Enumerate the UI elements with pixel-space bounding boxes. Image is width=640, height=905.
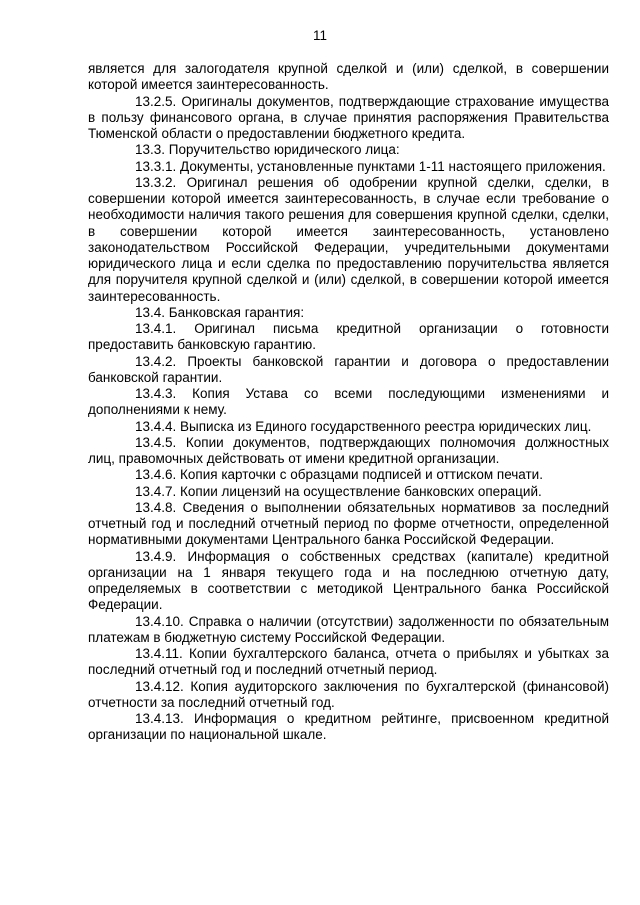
paragraph: 13.3.2. Оригинал решения об одобрении крупной сделки, сделки, в совершении которой имеется заинтересованность, в случае если требование о необходимости наличия такого решения для совершения крупной сделки, сделки, в совершении которой имеется заинтересованность, установлено законодательством Российской Федерации, учредительными документами юридического лица и если сделка по предоставлению поручительства является для поручителя крупной сделкой и (или) сделкой, в совершении которой имеется заинтересованность. bbox=[88, 174, 609, 304]
paragraph: 13.3.1. Документы, установленные пунктами 1-11 настоящего приложения. bbox=[135, 158, 606, 174]
paragraph: 13.4.7. Копии лицензий на осуществление банковских операций. bbox=[135, 483, 542, 499]
paragraph: 13.4.2. Проекты банковской гарантии и договора о предоставлении банковской гарантии. bbox=[88, 353, 609, 385]
paragraph: 13.4.11. Копии бухгалтерского баланса, отчета о прибылях и убытках за последний отчетный год и последний отчетный период. bbox=[88, 646, 609, 678]
paragraph: 13.4. Банковская гарантия: bbox=[135, 304, 305, 320]
paragraph: 13.2.5. Оригиналы документов, подтверждающие страхование имущества в пользу финансового органа, в случае принятия распоряжения Правительства Тюменской области о предоставлении бюджетного кредита. bbox=[88, 93, 609, 141]
paragraph: 13.4.3. Копия Устава со всеми последующими изменениями и дополнениями к нему. bbox=[88, 386, 609, 418]
paragraph: 13.4.9. Информация о собственных средствах (капитале) кредитной организации на 1 января текущего года и на последнюю отчетную дату, определяемых в соответствии с методикой Центрального банка Российской Федерации. bbox=[88, 548, 609, 613]
paragraph: 13.4.4. Выписка из Единого государственного реестра юридических лиц. bbox=[135, 418, 592, 434]
document-body bbox=[88, 61, 609, 744]
paragraph: 13.4.10. Справка о наличии (отсутствии) задолженности по обязательным платежам в бюджетную систему Российской Федерации. bbox=[88, 613, 609, 645]
page-number: 11 bbox=[312, 28, 327, 43]
paragraph: 13.4.6. Копия карточки с образцами подписей и оттиском печати. bbox=[135, 467, 543, 483]
paragraph: является для залогодателя крупной сделкой и (или) сделкой, в совершении которой имеется заинтересованность. bbox=[88, 61, 609, 93]
paragraph: 13.4.5. Копии документов, подтверждающих полномочия должностных лиц, правомочных действовать от имени кредитной организации. bbox=[88, 434, 609, 466]
paragraph: 13.4.12. Копия аудиторского заключения по бухгалтерской (финансовой) отчетности за последний отчетный год. bbox=[88, 678, 609, 710]
paragraph: 13.4.8. Сведения о выполнении обязательных нормативов за последний отчетный год и последний отчетный период по форме отчетности, определенной нормативными документами Центрального банка Российской Федерации. bbox=[88, 499, 609, 548]
paragraph: 13.3. Поручительство юридического лица: bbox=[135, 142, 400, 158]
paragraph: 13.4.1. Оригинал письма кредитной организации о готовности предоставить банковскую гарантию. bbox=[88, 321, 609, 353]
paragraph: 13.4.13. Информация о кредитном рейтинге, присвоенном кредитной организации по национальной шкале. bbox=[88, 711, 609, 743]
